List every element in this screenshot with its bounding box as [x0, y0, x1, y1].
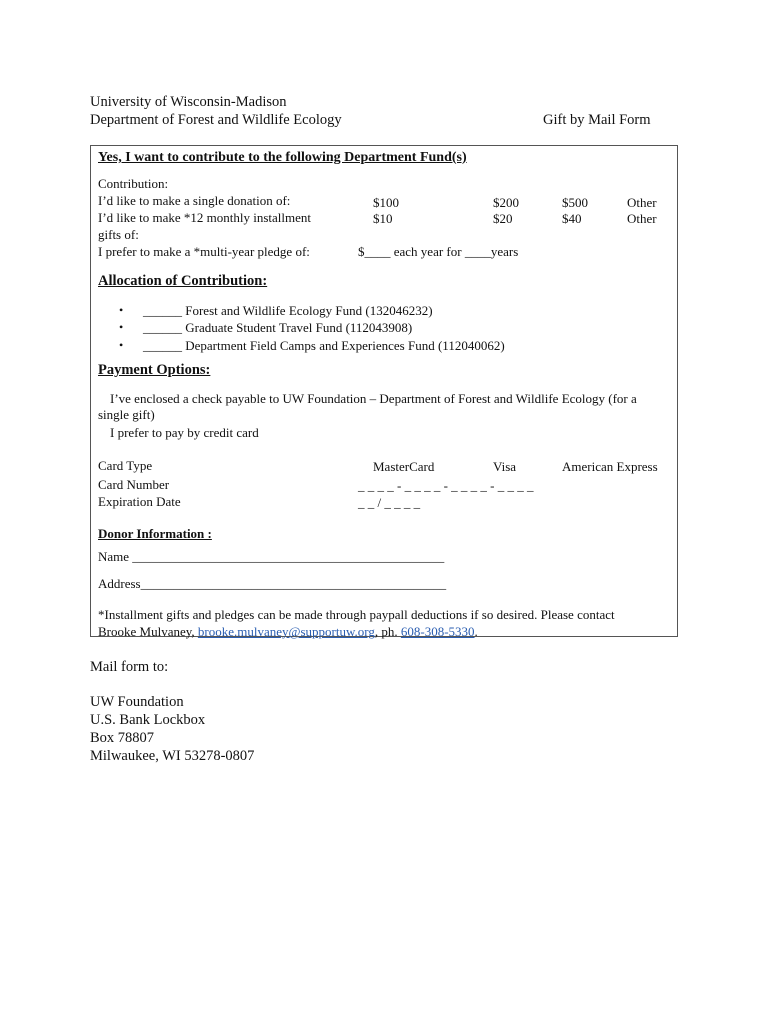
card-type-mastercard[interactable]: MasterCard	[373, 459, 435, 474]
card-number-field[interactable]: _ _ _ _ - _ _ _ _ - _ _ _ _ - _ _ _ _	[358, 478, 534, 493]
fund-option-travel[interactable]: ______ Graduate Student Travel Fund (112043908)	[143, 320, 413, 335]
mail-address-line: UW Foundation	[90, 694, 184, 710]
installment-amount-10[interactable]: $10	[373, 211, 393, 226]
pledge-blank[interactable]: $____ each year for ____years	[358, 244, 519, 259]
installment-label: I’d like to make *12 monthly installment	[98, 210, 312, 225]
single-amount-200[interactable]: $200	[493, 195, 519, 210]
contact-email-link[interactable]: brooke.mulvaney@supportuw.org	[197, 624, 375, 639]
single-amount-other[interactable]: Other	[627, 195, 657, 210]
department-name: Department of Forest and Wildlife Ecology	[90, 112, 342, 128]
card-type-label: Card Type	[98, 458, 153, 473]
pledge-label: I prefer to make a *multi-year pledge of:	[98, 244, 310, 259]
name-field[interactable]: Name ________________________________________________	[98, 549, 445, 564]
contact-phone-link[interactable]: 608-308-5330	[400, 624, 475, 639]
check-option-cont: single gift)	[98, 407, 155, 422]
bullet: •	[119, 303, 124, 317]
credit-card-option[interactable]: I prefer to pay by credit card	[110, 425, 259, 440]
donor-heading: Donor Information :	[98, 526, 212, 541]
bullet: •	[119, 338, 124, 352]
mail-label: Mail form to:	[90, 659, 169, 675]
contact-phone-prefix: , ph.	[374, 624, 401, 639]
card-type-visa[interactable]: Visa	[493, 459, 517, 474]
fund-option-field-camps[interactable]: ______ Department Field Camps and Experiences Fund (112040062)	[143, 338, 505, 353]
contact-line	[98, 623, 478, 640]
single-donation-label: I’d like to make a single donation of:	[98, 193, 291, 208]
installment-label-cont: gifts of:	[98, 227, 139, 242]
payment-heading: Payment Options:	[98, 362, 211, 378]
single-amount-500[interactable]: $500	[562, 195, 588, 210]
fund-option-forest-wildlife[interactable]: ______ Forest and Wildlife Ecology Fund (132046232)	[143, 303, 433, 318]
expiration-label: Expiration Date	[98, 494, 181, 509]
mail-address-line: Box 78807	[90, 730, 155, 746]
address-field[interactable]: Address_______________________________________________	[98, 576, 447, 591]
installment-amount-40[interactable]: $40	[562, 211, 582, 226]
card-number-label: Card Number	[98, 477, 170, 492]
fund-heading: Yes, I want to contribute to the following Department Fund(s)	[98, 150, 467, 165]
org-name: University of Wisconsin-Madison	[90, 94, 287, 110]
bullet: •	[119, 320, 124, 334]
installment-note: *Installment gifts and pledges can be made through paypall deductions if so desired. Please contact	[98, 607, 615, 622]
card-type-amex[interactable]: American Express	[562, 459, 658, 474]
allocation-heading: Allocation of Contribution:	[98, 273, 268, 289]
single-amount-100[interactable]: $100	[373, 195, 399, 210]
contact-name: Brooke Mulvaney,	[98, 624, 198, 639]
form-title: Gift by Mail Form	[543, 112, 651, 128]
expiration-field[interactable]: _ _ / _ _ _ _	[358, 495, 421, 510]
contribution-label: Contribution:	[98, 176, 169, 191]
contact-end: .	[474, 624, 478, 639]
check-option[interactable]: I’ve enclosed a check payable to UW Foundation – Department of Forest and Wildlife Ecology (for a	[110, 391, 637, 406]
installment-amount-20[interactable]: $20	[493, 211, 513, 226]
mail-address-line: U.S. Bank Lockbox	[90, 712, 206, 728]
installment-amount-other[interactable]: Other	[627, 211, 657, 226]
mail-address-line: Milwaukee, WI 53278-0807	[90, 748, 255, 764]
